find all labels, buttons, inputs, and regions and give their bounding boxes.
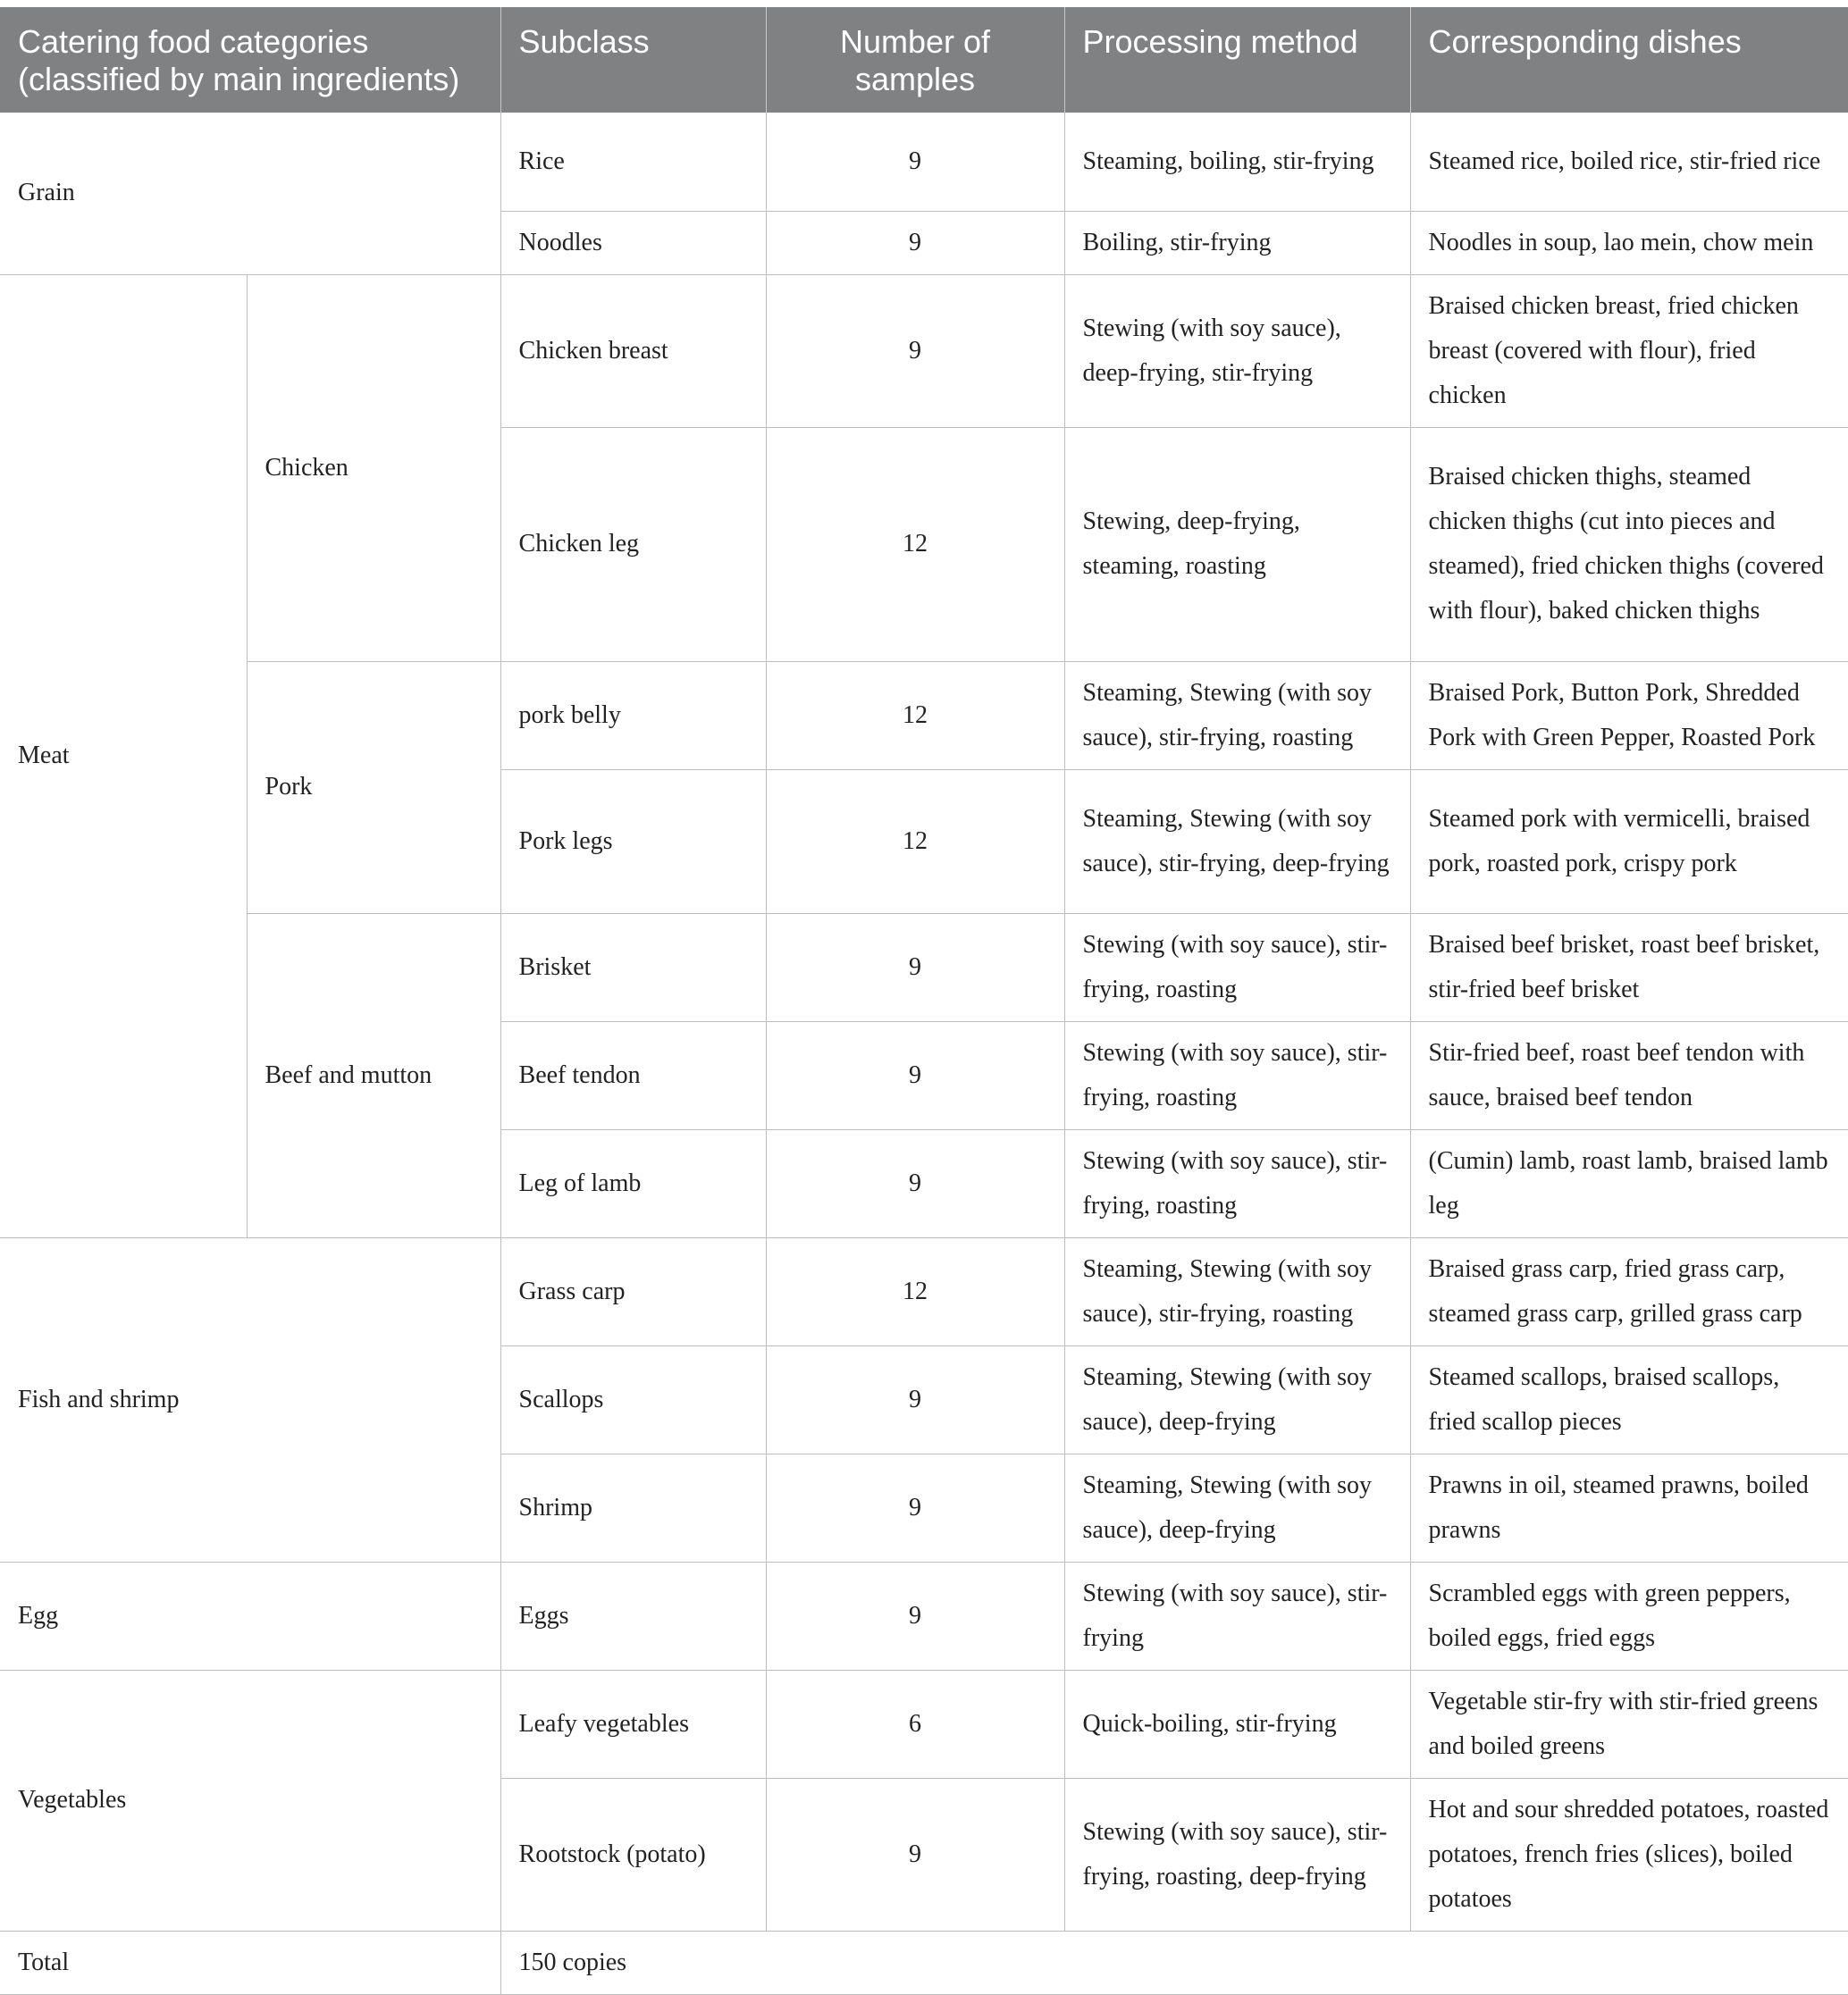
cell-subclass: Beef tendon [500, 1021, 766, 1129]
cell-subclass: Chicken breast [500, 274, 766, 427]
table-row [0, 661, 1848, 769]
cell-samples: 12 [766, 1237, 1064, 1345]
cell-subclass: Grass carp [500, 1237, 766, 1345]
cell-dishes: Hot and sour shredded potatoes, roasted potatoes, french fries (slices), boiled potatoes [1410, 1778, 1848, 1931]
cell-method: Stewing (with soy sauce), deep-frying, stir-frying [1064, 274, 1410, 427]
cell-dishes: Vegetable stir-fry with stir-fried greens and boiled greens [1410, 1670, 1848, 1778]
cell-dishes: Stir-fried beef, roast beef tendon with sauce, braised beef tendon [1410, 1021, 1848, 1129]
cell-subclass: Eggs [500, 1562, 766, 1670]
cell-subclass: Rootstock (potato) [500, 1778, 766, 1931]
cell-method: Steaming, Stewing (with soy sauce), stir-frying, roasting [1064, 661, 1410, 769]
cell-subclass: Rice [500, 113, 766, 211]
table-body [0, 113, 1848, 1994]
cell-subclass: Noodles [500, 211, 766, 274]
cell-subclass: Shrimp [500, 1454, 766, 1562]
group-chicken: Chicken [247, 274, 500, 661]
cell-method: Stewing (with soy sauce), stir-frying [1064, 1562, 1410, 1670]
cell-method: Stewing (with soy sauce), stir-frying, roasting [1064, 913, 1410, 1021]
cell-samples: 12 [766, 427, 1064, 661]
cell-method: Boiling, stir-frying [1064, 211, 1410, 274]
cell-method: Stewing (with soy sauce), stir-frying, roasting [1064, 1129, 1410, 1237]
cell-samples: 9 [766, 1129, 1064, 1237]
cell-samples: 12 [766, 661, 1064, 769]
group-beef-and-mutton: Beef and mutton [247, 913, 500, 1237]
table-row [0, 1670, 1848, 1778]
table-row [0, 913, 1848, 1021]
cell-method: Stewing, deep-frying, steaming, roasting [1064, 427, 1410, 661]
table-header [0, 7, 1848, 113]
cell-subclass: Leafy vegetables [500, 1670, 766, 1778]
cell-samples: 9 [766, 211, 1064, 274]
cell-method: Steaming, boiling, stir-frying [1064, 113, 1410, 211]
cell-dishes: Steamed rice, boiled rice, stir-fried rice [1410, 113, 1848, 211]
cell-subclass: Scallops [500, 1345, 766, 1454]
cell-dishes: Scrambled eggs with green peppers, boiled eggs, fried eggs [1410, 1562, 1848, 1670]
table-row [0, 1562, 1848, 1670]
table-row [0, 274, 1848, 427]
header-samples: Number of samples [766, 7, 1064, 113]
cell-samples: 9 [766, 1454, 1064, 1562]
cell-samples: 6 [766, 1670, 1064, 1778]
table-row [0, 1237, 1848, 1345]
cell-subclass: Leg of lamb [500, 1129, 766, 1237]
group-meat: Meat [0, 274, 247, 1237]
cell-samples: 9 [766, 1778, 1064, 1931]
total-label: Total [0, 1931, 500, 1994]
cell-method: Stewing (with soy sauce), stir-frying, roasting [1064, 1021, 1410, 1129]
header-row [0, 7, 1848, 113]
cell-method: Steaming, Stewing (with soy sauce), stir-frying, deep-frying [1064, 769, 1410, 913]
catering-food-table [0, 7, 1848, 1995]
cell-dishes: Noodles in soup, lao mein, chow mein [1410, 211, 1848, 274]
cell-dishes: Braised chicken breast, fried chicken breast (covered with flour), fried chicken [1410, 274, 1848, 427]
group-pork: Pork [247, 661, 500, 913]
table-row [0, 113, 1848, 211]
header-category: Catering food categories (classified by main ingredients) [0, 7, 500, 113]
cell-method: Steaming, Stewing (with soy sauce), deep-frying [1064, 1454, 1410, 1562]
group-vegetables: Vegetables [0, 1670, 500, 1931]
cell-subclass: pork belly [500, 661, 766, 769]
cell-dishes: Braised grass carp, fried grass carp, steamed grass carp, grilled grass carp [1410, 1237, 1848, 1345]
cell-subclass: Brisket [500, 913, 766, 1021]
cell-samples: 9 [766, 1021, 1064, 1129]
cell-method: Stewing (with soy sauce), stir-frying, roasting, deep-frying [1064, 1778, 1410, 1931]
cell-dishes: Prawns in oil, steamed prawns, boiled prawns [1410, 1454, 1848, 1562]
cell-dishes: Steamed scallops, braised scallops, fried scallop pieces [1410, 1345, 1848, 1454]
cell-subclass: Chicken leg [500, 427, 766, 661]
cell-samples: 9 [766, 913, 1064, 1021]
cell-subclass: Pork legs [500, 769, 766, 913]
cell-dishes: Braised beef brisket, roast beef brisket, stir-fried beef brisket [1410, 913, 1848, 1021]
cell-samples: 9 [766, 274, 1064, 427]
header-method: Processing method [1064, 7, 1410, 113]
cell-method: Steaming, Stewing (with soy sauce), stir-frying, roasting [1064, 1237, 1410, 1345]
cell-dishes: Steamed pork with vermicelli, braised pork, roasted pork, crispy pork [1410, 769, 1848, 913]
cell-dishes: (Cumin) lamb, roast lamb, braised lamb leg [1410, 1129, 1848, 1237]
cell-dishes: Braised Pork, Button Pork, Shredded Pork with Green Pepper, Roasted Pork [1410, 661, 1848, 769]
cell-samples: 12 [766, 769, 1064, 913]
cell-samples: 9 [766, 113, 1064, 211]
group-grain: Grain [0, 113, 500, 274]
cell-method: Quick-boiling, stir-frying [1064, 1670, 1410, 1778]
total-value: 150 copies [500, 1931, 1848, 1994]
cell-dishes: Braised chicken thighs, steamed chicken thighs (cut into pieces and steamed), fried chicken thighs (covered with flour), baked chicken thighs [1410, 427, 1848, 661]
cell-method: Steaming, Stewing (with soy sauce), deep-frying [1064, 1345, 1410, 1454]
cell-samples: 9 [766, 1345, 1064, 1454]
total-row [0, 1931, 1848, 1994]
cell-samples: 9 [766, 1562, 1064, 1670]
header-subclass: Subclass [500, 7, 766, 113]
header-dishes: Corresponding dishes [1410, 7, 1848, 113]
group-fish-and-shrimp: Fish and shrimp [0, 1237, 500, 1562]
group-egg: Egg [0, 1562, 500, 1670]
